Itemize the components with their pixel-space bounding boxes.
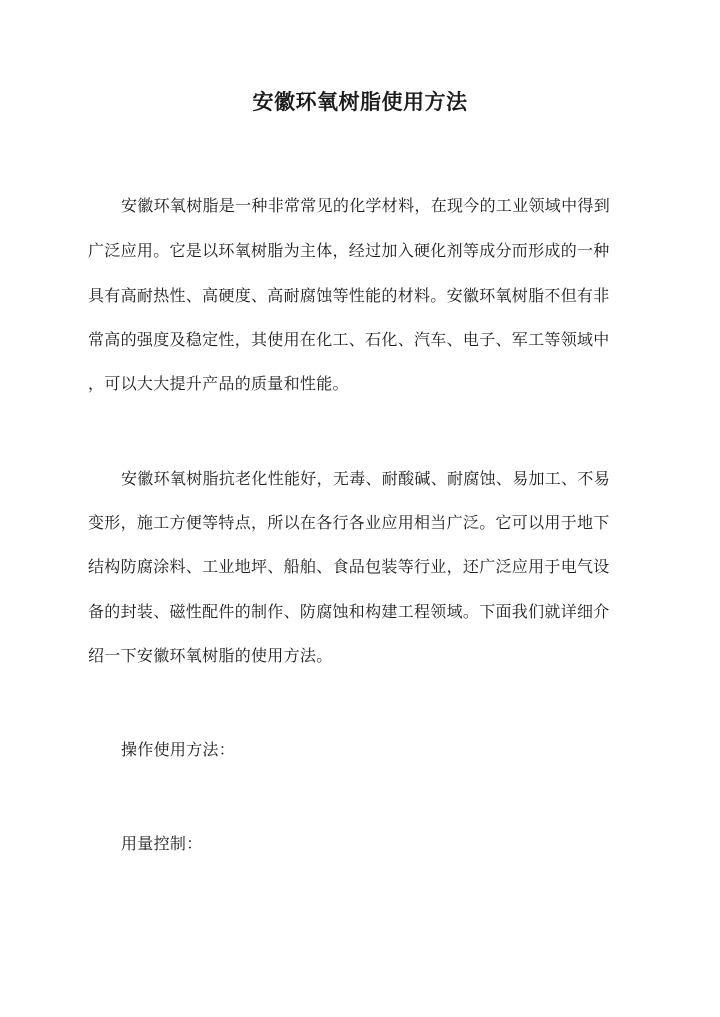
heading-operation: 操作使用方法：	[121, 740, 236, 759]
paragraph-1-line-4: 常高的强度及稳定性，其使用在化工、石化、汽车、电子、军工等领域中	[88, 330, 610, 349]
page-title: 安徽环氧树脂使用方法	[252, 89, 468, 114]
paragraph-2-line-2: 变形，施工方便等特点，所以在各行各业应用相当广泛。它可以用于地下	[88, 513, 610, 532]
paragraph-2-line-1: 安徽环氧树脂抗老化性能好，无毒、耐酸碱、耐腐蚀、易加工、不易	[121, 469, 611, 488]
paragraph-1-line-3: 具有高耐热性、高硬度、高耐腐蚀等性能的材料。安徽环氧树脂不但有非	[88, 286, 610, 305]
heading-dosage: 用量控制：	[121, 834, 203, 853]
paragraph-1-line-1: 安徽环氧树脂是一种非常常见的化学材料，在现今的工业领域中得到	[121, 196, 611, 215]
paragraph-2-line-3: 结构防腐涂料、工业地坪、船舶、食品包装等行业，还广泛应用于电气设	[88, 557, 610, 576]
paragraph-2-line-4: 备的封装、磁性配件的制作、防腐蚀和构建工程领域。下面我们就详细介	[88, 602, 610, 621]
paragraph-2-line-5: 绍一下安徽环氧树脂的使用方法。	[88, 646, 333, 665]
paragraph-1-line-2: 广泛应用。它是以环氧树脂为主体，经过加入硬化剂等成分而形成的一种	[88, 241, 610, 260]
paragraph-1-line-5: ，可以大大提升产品的质量和性能。	[88, 374, 349, 393]
